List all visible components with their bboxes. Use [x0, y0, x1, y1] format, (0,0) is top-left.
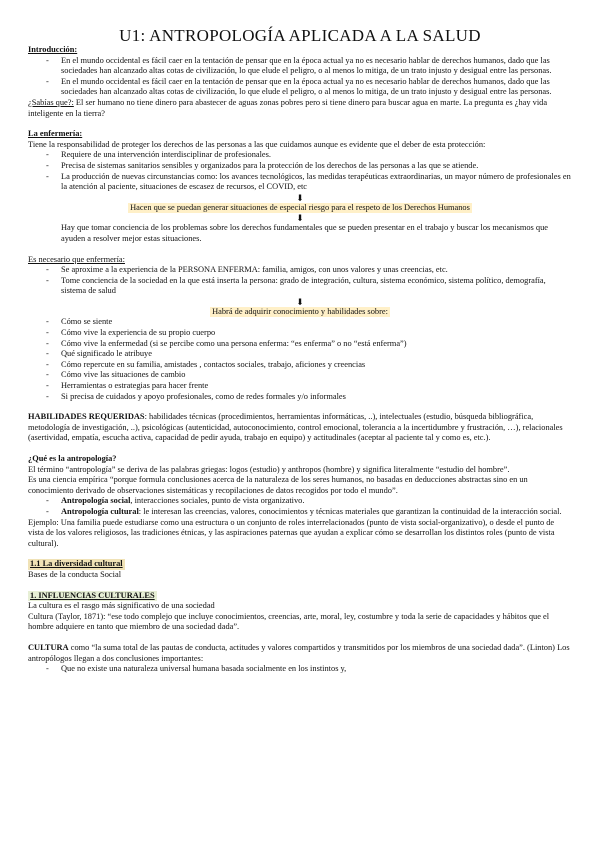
list-item: - Se aproxime a la experiencia de la PERSONA ENFERMA: familia, amigos, con unos valores y unas creencias, etc.: [28, 265, 572, 276]
enfermeria-heading: La enfermería:: [28, 129, 83, 139]
highlight-habilidades: Habrá de adquirir conocimiento y habilidades sobre:: [212, 306, 388, 316]
list-item: - Herramientas o estrategias para hacer frente: [28, 381, 572, 392]
enfermeria-text: Tiene la responsabilidad de proteger los derechos de las personas a las que cuidamos aunque es evidente que el deber de esta protección:: [28, 139, 486, 149]
section-influencias: [28, 591, 572, 675]
influencias-heading: 1. INFLUENCIAS CULTURALES: [30, 590, 155, 600]
sabias-que-label: ¿Sabías que?:: [28, 97, 74, 107]
habilidades-paragraph: [28, 412, 572, 444]
antropologia-ejemplo: Ejemplo: Una familia puede estudiarse como una estructura o un conjunto de roles interrelacionados (punto de vista social-organizativo), o desde el punto de vista de los valores religiosos, las tradiciones étnicas, y las aspiraciones paternas que ayudan a explicar cómo se desarrollan los distintos roles (punto de vista cultural).: [28, 517, 555, 548]
list-item: - Requiere de una intervención interdisciplinar de profesionales.: [28, 150, 572, 161]
list-item: - Si precisa de cuidados y apoyo profesionales, como de redes formales y/o informales: [28, 392, 572, 403]
list-item: - Cómo repercute en su familia, amistades , contactos sociales, trabajo, aficiones y creencias: [28, 360, 572, 371]
down-arrow-icon: ⬇: [296, 192, 304, 203]
enfermeria-conclusion: Hay que tomar conciencia de los problemas sobre los derechos fundamentales que se pueden presentar en el trabajo y buscar los mecanismos que ayuden a resolver mejor estas situaciones.: [61, 223, 548, 243]
necesario-heading: Es necesario que enfermería:: [28, 254, 125, 264]
antropologia-p2: Es una ciencia empírica “porque formula conclusiones acerca de la naturaleza de los seres humanos, no basadas en deducciones abstractas sino en un conocimiento derivado de observaciones sistemáticas y recopilaciones de datos recogidos por todo el mundo”.: [28, 475, 528, 495]
cultura-paragraph: [28, 643, 572, 664]
necesario-list: [28, 265, 572, 297]
list-item: - Cómo vive la experiencia de su propio cuerpo: [28, 328, 572, 339]
section-diversidad: [28, 559, 572, 580]
diversidad-sub: Bases de la conducta Social: [28, 569, 122, 579]
item-label: Antropología social: [61, 496, 131, 506]
diversidad-heading: 1.1 La diversidad cultural: [30, 559, 123, 569]
highlight-riesgo: Hacen que se puedan generar situaciones de especial riesgo para el respeto de los Derechos Humanos: [130, 202, 470, 212]
enfermeria-list: [28, 150, 572, 192]
influencias-p2: Cultura (Taylor, 1871): “ese todo complejo que incluye conocimientos, creencias, arte, moral, ley, costumbre y toda la serie de capacidades y hábitos que el hombre adquiere en tanto que miembro de una sociedad dada”.: [28, 611, 550, 632]
list-item: - En el mundo occidental es fácil caer en la tentación de pensar que en la época actual ya no es necesario hablar de derechos humanos, dado que las sociedades han alcanzado altas cotas de civilización, lo que elude el peligro, o al menos lo mitiga, de un trato injusto y desigual entre las personas.: [28, 56, 572, 77]
list-item: - Cómo se siente: [28, 317, 572, 328]
list-item: - En el mundo occidental es fácil caer en la tentación de pensar que en la época actual ya no es necesario hablar de derechos humanos, dado que las sociedades han alcanzado altas cotas de civilización, lo que elude el peligro, o al menos lo mitiga, de un trato injusto y desigual entre las personas.: [28, 77, 572, 98]
cultura-label: CULTURA: [28, 642, 69, 652]
list-item: - Cómo vive las situaciones de cambio: [28, 370, 572, 381]
intro-list: [28, 56, 572, 98]
antropologia-p1: El término “antropología” se deriva de las palabras griegas: logos (estudio) y anthropos (hombre) y significa literalmente “estudio del hombre”.: [28, 464, 510, 474]
influencias-list: [28, 664, 572, 675]
down-arrow-icon: ⬇: [296, 296, 304, 307]
section-antropologia: [28, 454, 572, 549]
section-introduccion: [28, 45, 572, 119]
list-item: - Cómo vive la enfermedad (si se percibe como una persona enferma: “es enferma” o no “está enferma”): [28, 339, 572, 350]
influencias-p1: La cultura es el rasgo más significativo de una sociedad: [28, 601, 215, 611]
list-item: - Que no existe una naturaleza universal humana basada socialmente en los instintos y,: [28, 664, 572, 675]
item-label: Antropología cultural: [61, 506, 139, 516]
intro-heading: Introducción:: [28, 45, 78, 54]
list-item: - La producción de nuevas circunstancias como: los avances tecnológicos, las medidas terapéuticas extraordinarias, un mayor número de profesionales en la atención al paciente, situaciones de escasez de recursos, el COVID, etc: [28, 172, 572, 193]
habilidades-sobre-list: [28, 317, 572, 402]
antropologia-heading: ¿Qué es la antropología?: [28, 454, 117, 463]
sabias-que-paragraph: [28, 98, 572, 119]
item-text: , interacciones sociales, punto de vista organizativo.: [130, 496, 305, 506]
habilidades-text: : habilidades técnicas (procedimientos, herramientas informáticas, ..), intelectuales (estudio, búsqueda bibliográfica, metodología de investigación, ..), psicológicas (autenticidad, autoconocimiento, control emocional, tolerancia a la incertidumbre y frustración, …), relacionales (asertividad, empatía, escucha activa, capacidad de pedir ayuda, trabajo en equipo) y actitudinales (aceptar al paciente tal y como es, etc.).: [28, 412, 563, 443]
habilidades-label: HABILIDADES REQUERIDAS: [28, 412, 145, 422]
item-text: : le interesan las creencias, valores, conocimientos y técnicas materiales que garantizan la continuidad de la interacción social.: [138, 506, 562, 516]
list-item: [28, 507, 572, 518]
list-item: - Precisa de sistemas sanitarios sensibles y organizados para la protección de los derechos de las personas a las que se atiende.: [28, 161, 572, 172]
section-necesario: [28, 255, 572, 403]
list-item: - Qué significado le atribuye: [28, 349, 572, 360]
antropologia-list: [28, 496, 572, 517]
cultura-text: como “la suma total de las pautas de conducta, actitudes y valores compartidos y transmitidos por los miembros de una sociedad dada”. (Linton) Los antropólogos llegan a dos conclusiones importantes:: [28, 642, 570, 663]
list-item: [28, 496, 572, 507]
down-arrow-icon: ⬇: [296, 213, 304, 224]
section-enfermeria: [28, 129, 572, 244]
list-item: - Tome conciencia de la sociedad en la que está inserta la persona: grado de integración, cultura, sistema económico, sistema político, demografía, sistema de salud: [28, 276, 572, 297]
page-title: U1: ANTROPOLOGÍA APLICADA A LA SALUD: [119, 26, 481, 45]
sabias-que-text: El ser humano no tiene dinero para abastecer de aguas zonas pobres pero si tiene dinero para buscar agua en marte. La pregunta es ¿hay vida inteligente en la tierra?: [28, 97, 548, 118]
